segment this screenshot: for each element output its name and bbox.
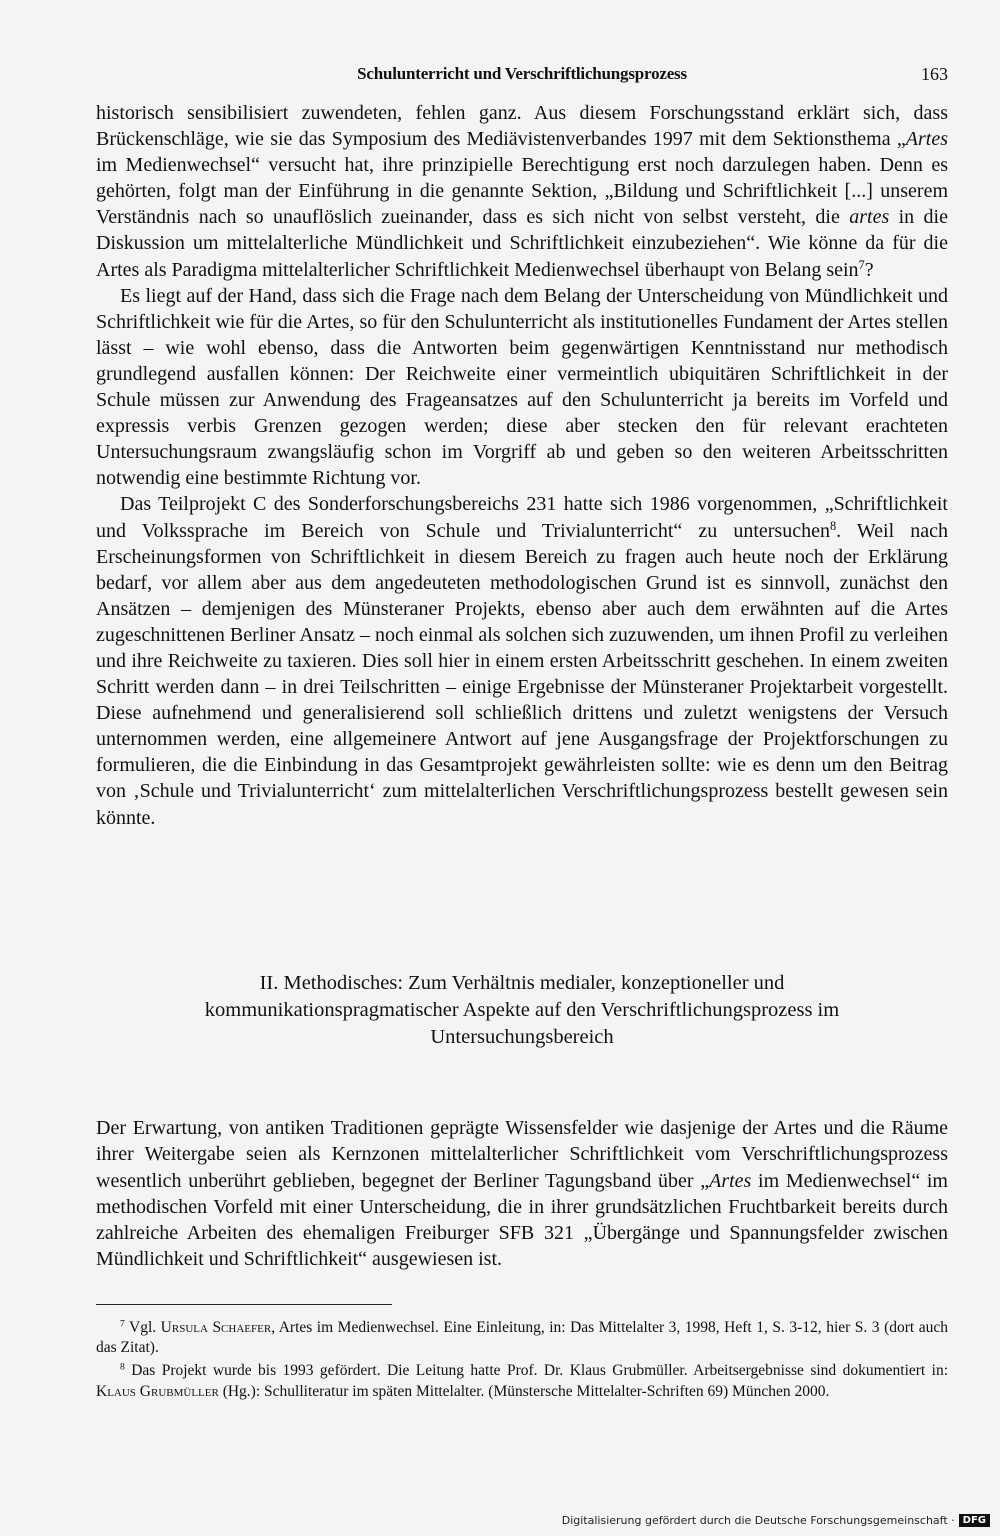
text-run: historisch sensibilisiert zuwendeten, fehlen ganz. Aus diesem Forschungsstand erklärt sich, dass Brückenschläge, wie sie das Symposium des Mediävistenverbandes 1997 mit dem Sektionsthema „ xyxy=(96,102,948,151)
italic-term: artes xyxy=(849,206,890,229)
dfg-logo: DFG xyxy=(959,1514,990,1527)
text-run: Das Projekt wurde bis 1993 gefördert. Die Leitung hatte Prof. Dr. Klaus Grubmüller. Arbeitsergebnisse sind dokumentiert in: xyxy=(124,1362,948,1380)
paragraph-3 xyxy=(96,491,948,830)
text-run: Der Erwartung, von antiken Traditionen geprägte Wissensfelder wie dasjenige der Artes und die Räume ihrer Weitergabe seien als Kernzonen mittelalterlicher Schriftlichkeit vom Verschriftlichungsprozess wesentlich unberührt geblieben, begegnet der Berliner Tagungsband über „ xyxy=(96,1117,948,1192)
heading-line: Untersuchungsbereich xyxy=(430,1026,614,1048)
paragraph-4 xyxy=(96,1115,948,1273)
digitization-notice xyxy=(562,1511,990,1529)
footnote-number: 7 xyxy=(120,1318,125,1330)
text-run: , Artes im Medienwechsel. Eine Einleitung, in: Das Mittelalter 3, 1998, Heft 1, S. 3-12, hier S. 3 (dort auch das Zitat). xyxy=(96,1319,948,1357)
footnote-7 xyxy=(96,1318,948,1358)
footnote-ref-8: 8 xyxy=(829,518,837,533)
author-name: Klaus Grubmüller xyxy=(96,1382,219,1400)
page-number: 163 xyxy=(921,64,948,84)
running-head-title: Schulunterricht und Verschriftlichungsprozess xyxy=(357,64,687,83)
text-run: Vgl. xyxy=(124,1319,161,1336)
footnote-divider xyxy=(96,1304,392,1305)
heading-line: kommunikationspragmatischer Aspekte auf den Verschriftlichungsprozess im xyxy=(204,999,840,1021)
paragraph-2: Es liegt auf der Hand, dass sich die Frage nach dem Belang der Unterscheidung von Mündlichkeit und Schriftlichkeit wie für die Artes, so für den Schulunterricht als institutionelles Fundament der Artes stellen lässt – wie wohl ebenso, dass die Antworten beim gegenwärtigen Kenntnisstand nur methodisch grundlegend ausfallen können: Der Reichweite einer vermeintlich ubiquitären Schriftlichkeit in der Schule müssen zur Anwendung des Frageansatzes auf den Schulunterricht ja bereits im Vorfeld und expressis verbis Grenzen gezogen werden; diese aber stecken den für relevant erachteten Untersuchungsraum zwangsläufig schon im Vorgriff ab und geben so den weiteren Arbeitsschritten notwendig eine bestimmte Richtung vor. xyxy=(96,284,948,490)
section-heading xyxy=(96,970,948,1051)
footnote-ref-7: 7 xyxy=(858,257,865,272)
funding-text: Digitalisierung gefördert durch die Deutsche Forschungsgemeinschaft · xyxy=(561,1513,955,1527)
text-run: Das Teilprojekt C des Sonderforschungsbereichs 231 hatte sich 1986 vorgenommen, „Schriftlichkeit und Volkssprache im Bereich von Schule und Trivialunterricht“ zu untersuchen xyxy=(96,493,948,542)
body-text xyxy=(96,100,948,831)
text-run: im Medienwechsel“ versucht hat, ihre prinzipielle Berechtigung erst noch darzulegen haben. Denn es gehörten, folgt man der Einführung in die genannte Sektion, „Bildung und Schriftlichkeit [...] unserem Verständnis nach so unauflöslich zueinander, dass es sich nicht von selbst versteht, die xyxy=(96,154,948,229)
footnote-number: 8 xyxy=(120,1362,125,1374)
text-run: . Weil nach Erscheinungsformen von Schriftlichkeit in diesem Bereich zu fragen auch heute noch der Erklärung bedarf, vor allem aber aus dem angedeuteten methodologischen Grund ist es sinnvoll, zunächst den Ansätzen – demjenigen des Münsteraner Projekts, ebenso aber auch dem erwähnten auf die Artes zugeschnittenen Berliner Ansatz – noch einmal als solchen sich zuzuwenden, um ihnen Profil zu verleihen und ihre Reichweite zu taxieren. Dies soll hier in einem ersten Arbeitsschritt geschehen. In einem zweiten Schritt werden dann – in drei Teilschritten – einige Ergebnisse der Münsteraner Projektarbeit vorgestellt. Diese aufnehmend und generalisierend soll schließlich drittens und zuletzt wenigstens der Versuch unternommen werden, eine allgemeinere Antwort auf jene Ausgangsfrage der Projektforschungen zu formulieren, die die Einbindung in das Gesamtprojekt gewährleisten sollte: wie es denn um den Beitrag von ‚Schule und Trivialunterricht‘ zum mittelalterlichen Verschriftlichungsprozess bestellt gewesen sein könnte. xyxy=(96,519,948,829)
footnote-8 xyxy=(96,1361,948,1401)
footnotes xyxy=(96,1318,948,1402)
italic-term: Artes xyxy=(709,1169,752,1192)
running-head xyxy=(96,64,948,86)
text-run: im Medienwechsel“ im methodischen Vorfeld mit einer Unterscheidung, die in ihrer grundsätzlichen Fruchtbarkeit bereits durch zahlreiche Arbeiten des ehemaligen Freiburger SFB 321 „Übergänge und Spannungsfelder zwischen Mündlichkeit und Schriftlichkeit“ ausgewiesen ist. xyxy=(96,1169,948,1271)
text-run: in die Diskussion um mittelalterliche Mündlichkeit und Schriftlichkeit einzubeziehen“. Wie könne da für die Artes als Paradigma mittelalterlicher Schriftlichkeit Medienwechsel überhaupt von Belang sein xyxy=(96,206,948,281)
paragraph-1 xyxy=(96,100,948,283)
text-run: ? xyxy=(864,258,874,281)
italic-term: Artes xyxy=(905,128,948,151)
text-run: (Hg.): Schulliteratur im späten Mittelalter. (Münstersche Mittelalter-Schriften 69) München 2000. xyxy=(218,1382,830,1400)
author-name: Ursula Schaefer xyxy=(160,1319,272,1336)
heading-line: II. Methodisches: Zum Verhältnis medialer, konzeptioneller und xyxy=(259,972,785,994)
